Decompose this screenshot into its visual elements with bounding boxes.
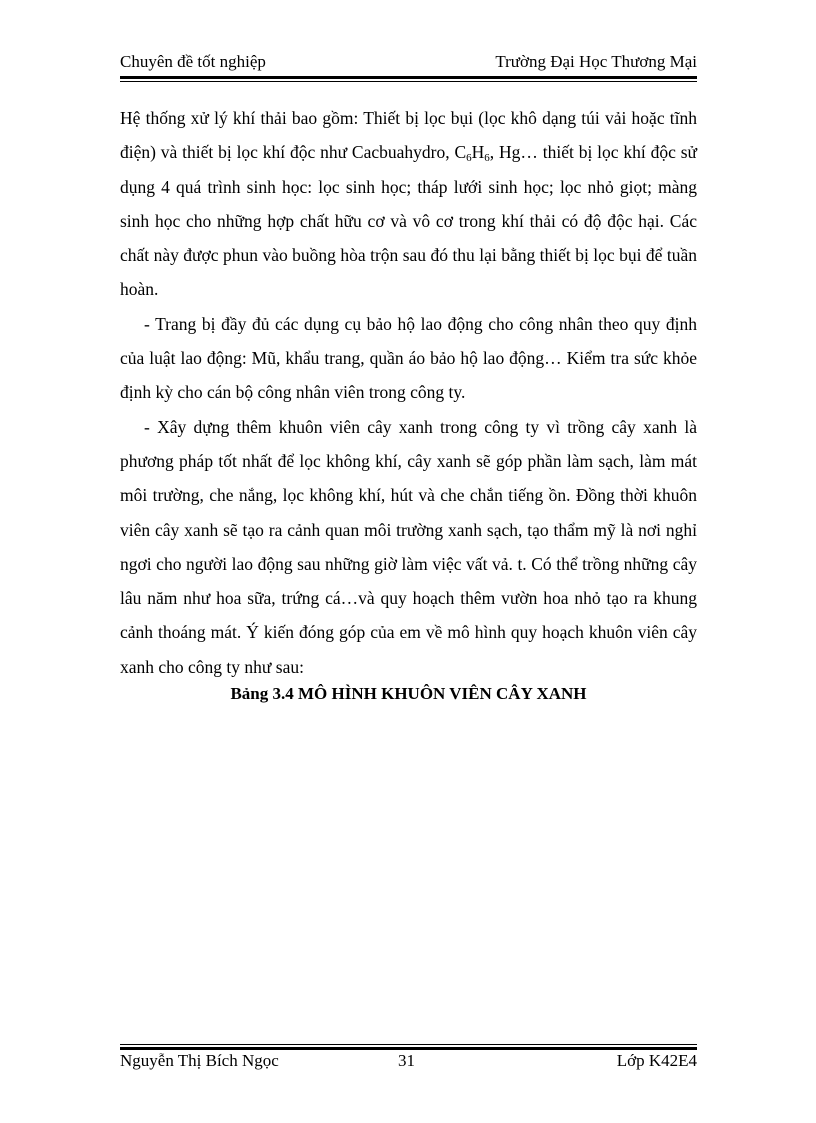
page-footer <box>120 1051 697 1075</box>
footer-rule-thick <box>120 1047 697 1050</box>
chemical-formula-c6h6 <box>454 142 490 165</box>
header-rule-thick <box>120 76 697 79</box>
formula-carbon-subscript: 6 <box>466 152 472 165</box>
header-document-type: Chuyên đề tốt nghiệp <box>120 52 266 71</box>
page-body <box>120 101 697 684</box>
header-rule-thin <box>120 81 697 82</box>
paragraph-green-space: - Xây dựng thêm khuôn viên cây xanh trong công ty vì trồng cây xanh là phương pháp tốt nhất để lọc không khí, cây xanh sẽ góp phần làm sạch, làm mát môi trường, che nắng, lọc không khí, hút và che chắn tiếng ồn. Đồng thời khuôn viên cây xanh sẽ tạo ra cảnh quan môi trường xanh sạch, tạo thẩm mỹ là nơi nghỉ ngơi cho người lao động sau những giờ làm việc vất vả. t. Có thể trồng những cây lâu năm như hoa sữa, trứng cá…và quy hoạch thêm vườn hoa nhỏ tạo ra khung cảnh thoáng mát. Ý kiến đóng góp của em về mô hình quy hoạch khuôn viên cây xanh cho công ty như sau: <box>120 416 697 677</box>
page-number: 31 <box>398 1051 415 1070</box>
paragraph-text-part-1: Hệ thống xử lý khí thải bao gồm: Thiết bị lọc bụi (lọc khô dạng túi vải hoặc tĩnh điện) và thiết bị lọc khí độc như Cacbuahydro, <box>120 108 697 163</box>
footer-author: Nguyễn Thị Bích Ngọc <box>120 1051 279 1070</box>
formula-hydrogen-subscript: 6 <box>484 152 490 165</box>
page-header <box>120 52 697 76</box>
formula-hydrogen: H <box>471 142 485 163</box>
paragraph-text-part-2: , Hg… thiết bị lọc khí độc sử dụng 4 quá trình sinh học: lọc sinh học; tháp lưới sinh học; lọc nhỏ giọt; màng sinh học cho những hợp chất hữu cơ và vô cơ trong khí thải có độ độc hại. Các chất này được phun vào buồng hòa trộn sau đó thu lại bằng thiết bị lọc bụi để tuần hoàn. <box>120 142 697 300</box>
header-university: Trường Đại Học Thương Mại <box>495 52 697 71</box>
table-caption: Bảng 3.4 MÔ HÌNH KHUÔN VIÊN CÂY XANH <box>230 684 587 703</box>
paragraph-protective-equipment: - Trang bị đầy đủ các dụng cụ bảo hộ lao động cho công nhân theo quy định của luật lao động: Mũ, khẩu trang, quần áo bảo hộ lao động… Kiểm tra sức khỏe định kỳ cho cán bộ công nhân viên trong công ty. <box>120 313 697 403</box>
footer-rule-thin <box>120 1044 697 1045</box>
formula-carbon: C <box>454 142 467 163</box>
paragraph-exhaust-treatment <box>120 101 697 307</box>
footer-class: Lớp K42E4 <box>616 1051 697 1070</box>
